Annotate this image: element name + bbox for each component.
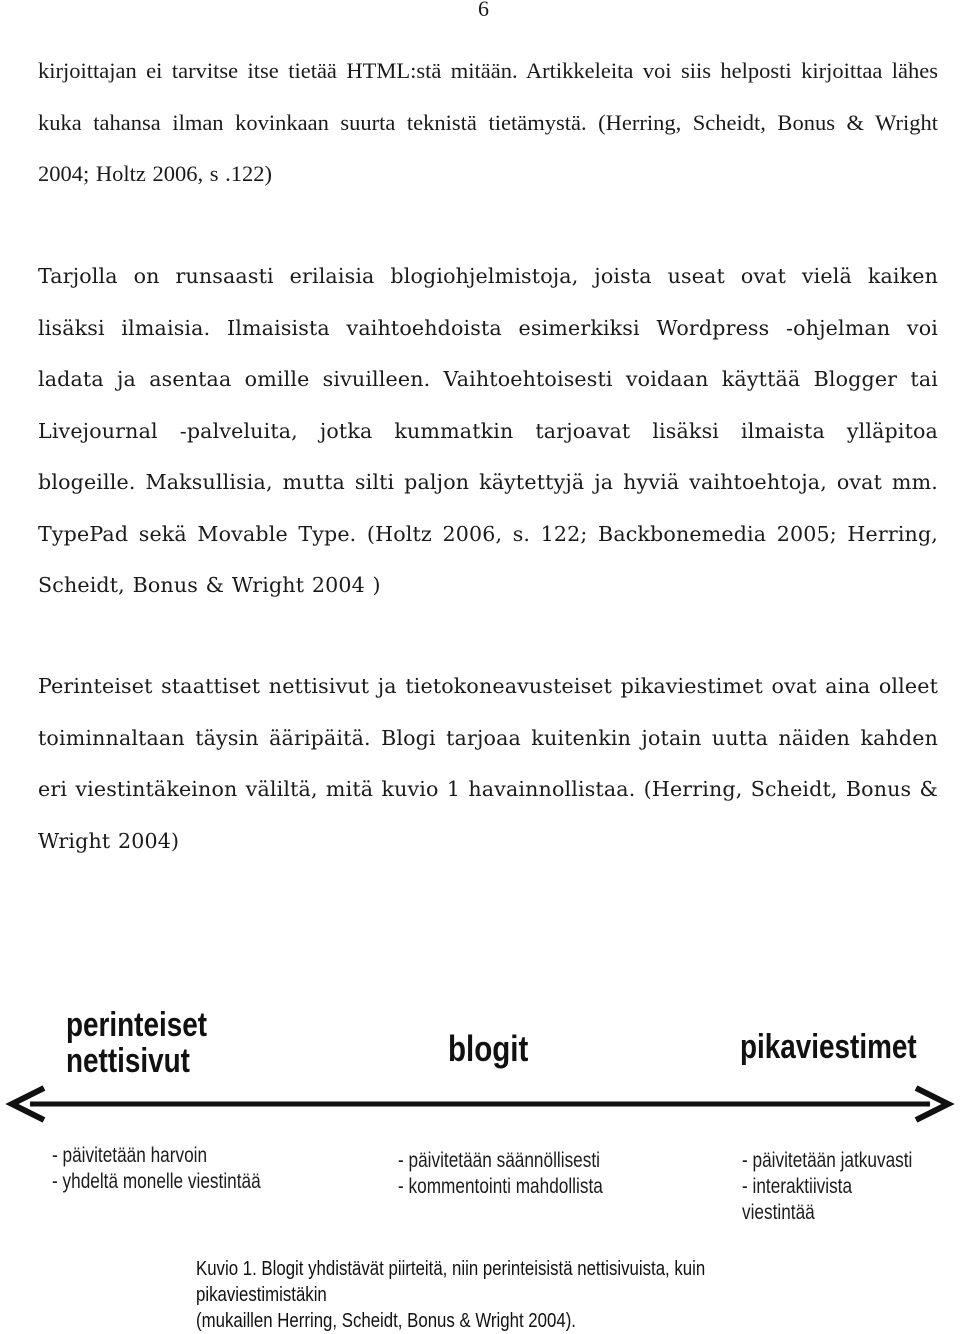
feature-item: - interaktiivista viestintää bbox=[742, 1175, 853, 1224]
label-instant-messengers: pikaviestimet bbox=[740, 1028, 917, 1066]
caption-line-2: (mukaillen Herring, Scheidt, Bonus & Wright 2004). bbox=[196, 1309, 576, 1332]
feature-item: - päivitetään harvoin bbox=[52, 1144, 208, 1167]
feature-item: - yhdeltä monelle viestintää bbox=[52, 1170, 261, 1193]
feature-item: - päivitetään jatkuvasti bbox=[742, 1149, 913, 1172]
caption-line-1: Kuvio 1. Blogit yhdistävät piirteitä, niin perinteisistä nettisivuista, kuin pikaviestimistäkin bbox=[196, 1257, 706, 1306]
label-traditional-line2: nettisivut bbox=[66, 1041, 190, 1080]
label-blogs: blogit bbox=[448, 1028, 529, 1069]
paragraph-2: Tarjolla on runsaasti erilaisia blogiohjelmistoja, joista useat ovat vielä kaiken lisäksi ilmaisia. Ilmaisista vaihtoehdoista esimerkiksi Wordpress -ohjelman voi ladata ja asentaa omille sivuilleen. Vaihtoehtoisesti voidaan käyttää Blogger tai Livejournal -palveluita, jotka kummatkin tarjoavat lisäksi ilmaista ylläpitoa blogeille. Maksullisia, mutta silti paljon käytettyjä ja hyviä vaihtoehtoja, ovat mm. TypePad sekä Movable Type. (Holtz 2006, s. 122; Backbonemedia 2005; Herring, Scheidt, Bonus & Wright 2004 ) bbox=[38, 264, 938, 597]
label-traditional-line1: perinteiset bbox=[66, 1006, 208, 1044]
blogs-features bbox=[398, 1148, 603, 1200]
instant-messengers-features bbox=[742, 1148, 921, 1226]
paragraph-3: Perinteiset staattiset nettisivut ja tietokoneavusteiset pikaviestimet ovat aina olleet toiminnaltaan täysin ääripäitä. Blogi tarjoaa kuitenkin jotain uutta näiden kahden eri viestintäkeinon väliltä, mitä kuvio 1 havainnollistaa. (Herring, Scheidt, Bonus & Wright 2004) bbox=[38, 674, 938, 853]
page-number: 6 bbox=[478, 0, 489, 21]
feature-item: - kommentointi mahdollista bbox=[398, 1175, 603, 1198]
figure-blog-spectrum bbox=[0, 990, 960, 1332]
double-arrow-icon bbox=[0, 1082, 960, 1126]
figure-caption bbox=[196, 1256, 803, 1334]
label-traditional-websites bbox=[66, 1008, 246, 1079]
paragraph-1: kirjoittajan ei tarvitse itse tietää HTML:stä mitään. Artikkeleita voi siis helposti kirjoittaa lähes kuka tahansa ilman kovinkaan suurta teknistä tietämystä. (Herring, Scheidt, Bonus & Wright 2004; Holtz 2006, s .122) bbox=[38, 58, 938, 186]
traditional-websites-features bbox=[52, 1143, 261, 1195]
feature-item: - päivitetään säännöllisesti bbox=[398, 1149, 600, 1172]
